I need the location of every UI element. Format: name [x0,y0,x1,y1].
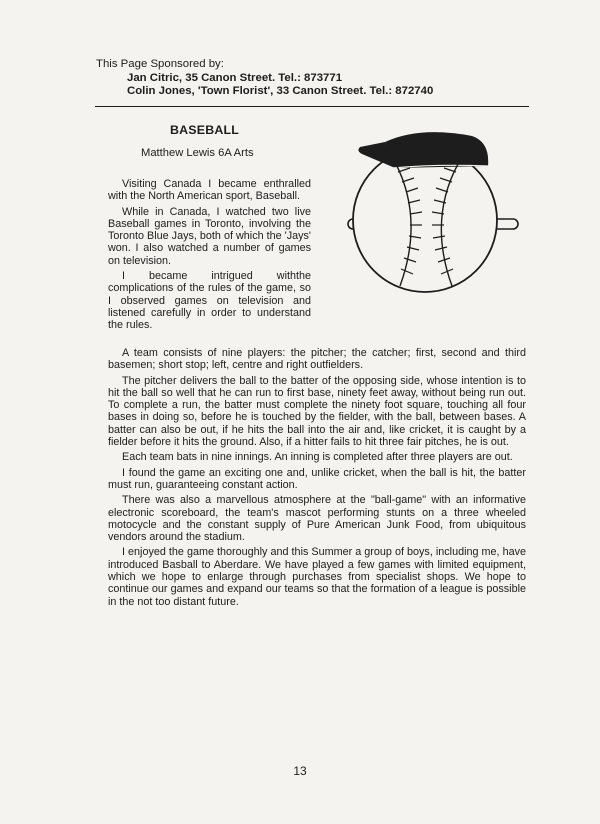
paragraph: I enjoyed the game thoroughly and this Summer a group of boys, including me, have introduced Basball to Aberdare. We have played a few games with limited equipment, which we hope to enlarge through purchases from specialist shops. We hope to continue our games and expand our teams so that the formation of a league is possible in the not too distant future. [108,546,526,608]
paragraph: Visiting Canada I became enthralled with the North American sport, Baseball. [108,178,311,203]
paragraph: While in Canada, I watched two live Baseball games in Toronto, involving the Toronto Blue Jays, both of which the 'Jays' won. I also watched a number of games on television. [108,205,311,267]
sponsor-heading: This Page Sponsored by: [96,58,224,70]
article-title: BASEBALL [170,123,240,137]
paragraph: The pitcher delivers the ball to the batter of the opposing side, whose intention is to hit the ball so well that he can run to first base, ninety feet away, without being run out. To complete a run, the batter must complete the ninety foot square, touching all four bases in doing so, before he is touched by the fielder, with the ball, between bases. A batter can also be out, if he hits the ball into the air and, like cricket, it is caught by a fielder before it hits the ground. Also, if a hitter fails to hit three fair pitches, he is out. [108,374,526,449]
article-column-text [108,178,311,332]
baseball-with-cap-and-bat-icon [340,128,530,303]
sponsor-line-2: Colin Jones, 'Town Florist', 33 Canon Street. Tel.: 872740 [127,85,434,98]
paragraph: I became intrigued withthe complications of the rules of the game, so I observed games on television and listened carefully in order to understand the rules. [108,270,311,332]
sponsor-line-1: Jan Citric, 35 Canon Street. Tel.: 873771 [127,71,343,84]
paragraph: Each team bats in nine innings. An inning is completed after three players are out. [122,451,513,464]
divider-rule [95,106,529,107]
article-body-text [108,347,526,608]
paragraph: A team consists of nine players: the pitcher; the catcher; first, second and third basemen; short stop; left, centre and right outfielders. [108,347,526,372]
paragraph: There was also a marvellous atmosphere at the "ball-game" with an informative electronic scoreboard, the team's mascot performing stunts on a three wheeled motocycle and the constant supply of Pure American Junk Food, from ubiquitous vendors around the stadium. [108,494,526,544]
page-number: 13 [293,764,307,778]
article-byline: Matthew Lewis 6A Arts [141,147,254,159]
paragraph: I found the game an exciting one and, unlike cricket, when the ball is hit, the batter must run, guaranteeing constant action. [108,466,526,491]
sponsor-block [96,58,433,99]
